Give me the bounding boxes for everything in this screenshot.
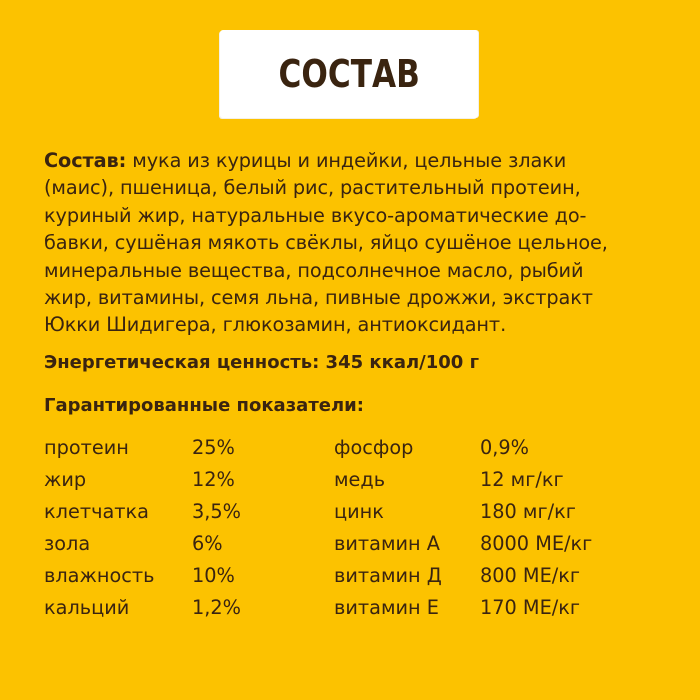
composition-line: Юкки Шидигера, глюкозамин, антиоксидант. bbox=[44, 313, 507, 337]
indicator-name: влажность bbox=[44, 564, 155, 587]
indicator-name: зола bbox=[44, 532, 91, 555]
indicator-name: фосфор bbox=[334, 436, 414, 459]
indicator-name: медь bbox=[334, 468, 386, 491]
composition-line: бавки, сушёная мякоть свёклы, яйцо сушёное цельное, bbox=[44, 231, 608, 255]
indicator-value: 12% bbox=[192, 468, 235, 491]
indicator-row bbox=[44, 432, 664, 464]
composition-block bbox=[44, 147, 664, 339]
indicator-value: 170 МЕ/кг bbox=[480, 596, 581, 619]
indicator-value: 12 мг/кг bbox=[480, 468, 564, 491]
composition-line: (маис), пшеница, белый рис, растительный протеин, bbox=[44, 176, 581, 200]
indicator-name: витамин А bbox=[334, 532, 440, 555]
composition-line: мука из курицы и индейки, цельные злаки bbox=[126, 149, 567, 172]
indicator-row bbox=[44, 528, 664, 560]
composition-line: минеральные вещества, подсолнечное масло, рыбий bbox=[44, 258, 584, 282]
indicator-name: цинк bbox=[334, 500, 384, 523]
indicators-table bbox=[44, 432, 664, 624]
indicator-value: 25% bbox=[192, 436, 235, 459]
indicator-value: 3,5% bbox=[192, 500, 241, 523]
indicator-name: клетчатка bbox=[44, 500, 149, 523]
indicator-value: 1,2% bbox=[192, 596, 241, 619]
indicator-name: витамин Д bbox=[334, 564, 442, 587]
indicator-value: 10% bbox=[192, 564, 235, 587]
indicator-row bbox=[44, 496, 664, 528]
indicator-value: 180 мг/кг bbox=[480, 500, 576, 523]
guaranteed-heading: Гарантированные показатели: bbox=[44, 395, 364, 416]
indicator-value: 6% bbox=[192, 532, 223, 555]
energy-value: Энергетическая ценность: 345 ккал/100 г bbox=[44, 352, 479, 373]
indicator-row bbox=[44, 560, 664, 592]
title-box bbox=[220, 30, 478, 118]
page-title: СОСТАВ bbox=[278, 52, 420, 96]
indicator-row bbox=[44, 464, 664, 496]
composition-line: куриный жир, натуральные вкусо-ароматические до- bbox=[44, 203, 587, 227]
indicator-value: 8000 МЕ/кг bbox=[480, 532, 593, 555]
indicator-value: 0,9% bbox=[480, 436, 529, 459]
indicator-name: протеин bbox=[44, 436, 129, 459]
indicator-name: витамин Е bbox=[334, 596, 439, 619]
indicator-value: 800 МЕ/кг bbox=[480, 564, 581, 587]
composition-text bbox=[44, 147, 664, 339]
composition-label: Состав: bbox=[44, 149, 127, 172]
indicator-name: жир bbox=[44, 468, 87, 491]
indicator-name: кальций bbox=[44, 596, 130, 619]
composition-line: жир, витамины, семя льна, пивные дрожжи, экстракт bbox=[44, 286, 593, 310]
indicator-row bbox=[44, 592, 664, 624]
